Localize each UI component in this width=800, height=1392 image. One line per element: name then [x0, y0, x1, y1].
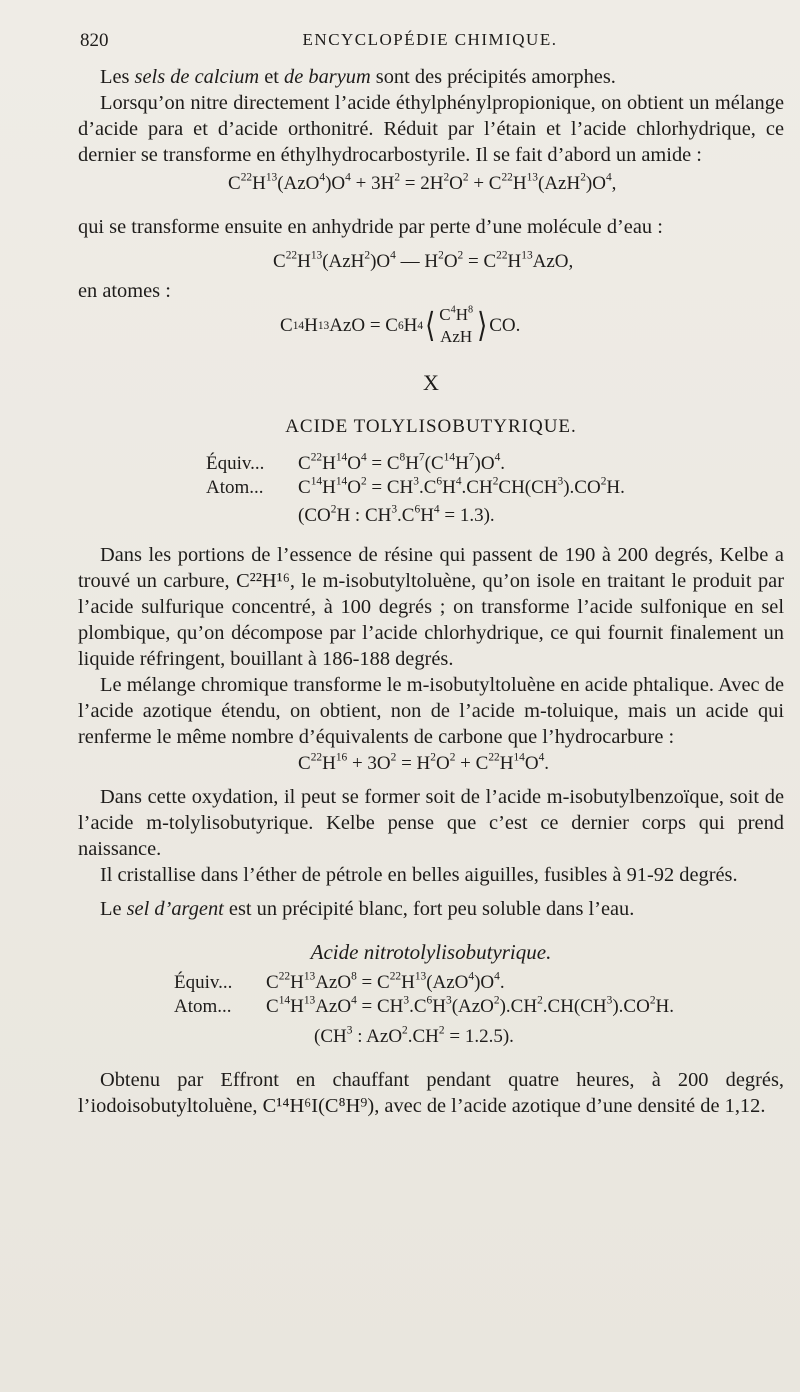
equiv-formula: $C^{22}H^{13}AzO^8 = C^{22}H^{13}(AzO^4)O^4$.: [266, 970, 505, 993]
paragraph-kelbe: Dans les portions de l’essence de résine qui passent de 190 à 200 degrés, Kelbe a trouvé un carbure, C²²H¹⁶, le m-isobutyltoluène, qu’on isole en traitant le produit par l’acide sulfurique concentré, à 100 degrés ; on transforme l’acide sulfonique en sel plombique, qu’on décompose par l’acide chlorhydrique, ce qui fournit finalement un liquide réfringent, bouillant à 186-188 degrés.: [78, 544, 784, 670]
table-row: [206, 504, 784, 528]
formula-anhydride: $C^{22}H^{13}(AzH^2)O^4$ — $H^2O^2 = C^{22}H^{13}AzO$,: [273, 249, 574, 272]
atom-label: Atom...: [206, 477, 264, 498]
running-title: ENCYCLOPÉDIE CHIMIQUE.: [302, 30, 558, 49]
text: est un précipité blanc, fort peu soluble dans l’eau.: [223, 898, 635, 920]
bracket-open: ⟨: [425, 306, 436, 345]
equiv-formula: $C^{22}H^{14}O^4 = C^8H^7(C^{14}H^7)O^4$.: [298, 451, 506, 474]
table-row: [206, 452, 784, 476]
paragraph-sel-argent: [78, 896, 784, 922]
formula-atoms-line: C 14 H 13 AzO = C 6 H 4 ⟨ $C^4H^8$ AzH ⟩ CO.: [280, 304, 521, 346]
emphasis: sels de calcium: [134, 66, 260, 88]
paragraph-chromique: Le mélange chromique transforme le m-isobutyltoluène en acide phtalique. Avec de l’acide azotique étendu, on obtient, non de l’acide m-toluique, mais un acide qui renferme le même nombre d’équivalents de carbone que l’hydrocarbure :: [78, 674, 784, 748]
formula-oxidation: $C^{22}H^{16} + 3O^2 = H^2O^2 + C^{22}H^{14}O^4$.: [298, 751, 550, 774]
paragraph-cristallise: Il cristallise dans l’éther de pétrole en belles aiguilles, fusibles à 91-92 degrés.: [100, 864, 738, 886]
text: Les: [100, 66, 135, 88]
position-formula: ($CH^3$ : $AzO^2.CH^2 = 1.2.5$).: [314, 1024, 514, 1047]
atom-formula: $C^{14}H^{14}O^2 = CH^3.C^6H^4.CH^2CH(CH^3).CO^2H$.: [298, 475, 625, 498]
page-number: 820: [80, 30, 109, 51]
atom-formula: $C^{14}H^{13}AzO^4 = CH^3.C^6H^3(AzO^2).CH^2.CH(CH^3).CO^2H$.: [266, 994, 675, 1017]
text: et: [259, 66, 285, 88]
table-row: [174, 995, 784, 1019]
formula-stack-top: $C^4H^8$: [439, 304, 474, 324]
section-title: ACIDE TOLYLISOBUTYRIQUE.: [285, 416, 577, 437]
formula-stack: [439, 304, 473, 348]
equiv-label: Équiv...: [206, 453, 265, 474]
text: sont des précipités amorphes.: [370, 66, 616, 88]
formula-amide: $C^{22}H^{13}(AzO^4)O^4 + 3H^2 = 2H^2O^2 + C^{22}H^{13}(AzH^2)O^4$,: [228, 171, 617, 194]
paragraph-salts: [78, 64, 784, 90]
table-row: [174, 1025, 784, 1049]
paragraph-effront: Obtenu par Effront en chauffant pendant quatre heures, à 200 degrés, l’iodoisobutyltoluène, C¹⁴H⁶I(C⁸H⁹), avec de l’acide azotique d’une densité de 1,12.: [78, 1069, 784, 1117]
page-header: [80, 30, 780, 58]
paragraph-anhydride: qui se transforme ensuite en anhydride par perte d’une molécule d’eau :: [78, 216, 663, 238]
section-number: X: [423, 370, 439, 395]
formula-table-nitro: [174, 971, 784, 1049]
page-body: [78, 64, 784, 1119]
subsection-title: Acide nitrotolylisobutyrique.: [310, 940, 552, 964]
table-row: [174, 971, 784, 995]
paragraph-nitration: Lorsqu’on nitre directement l’acide éthylphénylpropionique, on obtient un mélange d’acide para et d’acide orthonitré. Réduit par l’étain et l’acide chlorhydrique, ce dernier se transforme en éthylhydrocarbostyrile. Il se fait d’abord un amide :: [78, 92, 784, 166]
equiv-label: Équiv...: [174, 972, 233, 993]
emphasis: sel d’argent: [126, 898, 224, 920]
formula-stack-bottom: AzH: [440, 327, 473, 346]
emphasis: de baryum: [284, 66, 371, 88]
position-formula: ($CO^2H$ : $CH^3.C^6H^4 = 1.3$).: [298, 503, 495, 526]
atom-label: Atom...: [174, 996, 232, 1017]
formula-atoms: [280, 304, 784, 348]
bracket-close: ⟩: [477, 306, 488, 345]
table-row: [206, 476, 784, 500]
text: Le: [100, 898, 127, 920]
paragraph-oxydation: Dans cette oxydation, il peut se former soit de l’acide m-isobutylbenzoïque, soit de l’acide m-tolylisobutyrique. Kelbe pense que c’est ce dernier corps qui prend naissance.: [78, 786, 784, 860]
label-en-atomes: en atomes :: [78, 280, 171, 302]
formula-table-tolyl: [206, 452, 784, 528]
